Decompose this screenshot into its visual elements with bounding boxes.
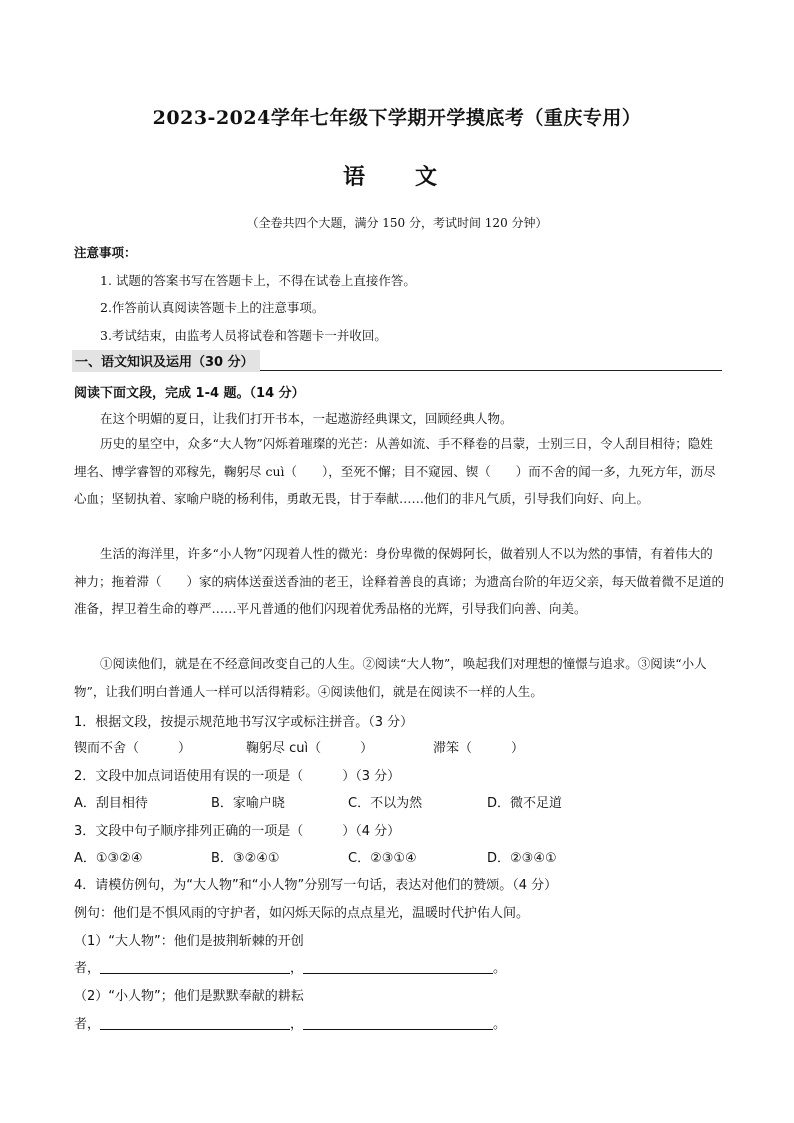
q4-part1-answer: 者， ， 。 [74, 961, 507, 976]
q4-part2-answer: 者， ， 。 [74, 1017, 507, 1032]
notice-item-2: 2.作答前认真阅读答题卡上的注意事项。 [100, 300, 325, 315]
question-1-items [74, 737, 524, 756]
passage-para-1: 在这个明媚的夏日，让我们打开书本，一起遨游经典课文，回顾经典人物。 [100, 411, 513, 426]
subject-title: 语 文 [342, 164, 451, 190]
question-2-stem: 2．文段中加点词语使用有误的一项是（ ）（3 分） [74, 769, 401, 784]
exam-info: （全卷共四个大题，满分 150 分，考试时间 120 分钟） [246, 216, 548, 230]
q3-option-a: A．①③②④ [74, 851, 143, 866]
exam-title: 2023-2024学年七年级下学期开学摸底考（重庆专用） [152, 107, 642, 129]
passage-para-2-text: 历史的星空中，众多“大人物”闪烁着璀璨的光芒：从善如流、手不释卷的吕蒙，士别三日，令人刮目相待；隐姓埋名、博学睿智的邓稼先，鞠躬尽 cuì（ ），至死不懈；目不窥园、锲（ ）而不舍的闻一多，九死方年，沥尽心血；坚韧执着、家喻户晓的杨利伟，勇敢无畏，甘于奉献……他们的非凡气质，引导我们向好、向上。 [74, 436, 716, 507]
q3-option-d: D．②③④① [487, 851, 557, 866]
passage-para-3 [74, 540, 724, 623]
passage-para-3-text: 生活的海洋里，许多“小人物”闪现着人性的微光：身份卑微的保姆阿长，做着别人不以为然的事情，有着伟大的神力；拖着滞（ ）家的病体送蚕送香油的老王，诠释着善良的真谛；为遗高台阶的年迈父亲，每天做着微不足道的准备，捍卫着生命的尊严……平凡普通的他们闪现着优秀品格的光辉，引导我们向善、向美。 [74, 546, 725, 617]
q4-part1-blank-1[interactable] [100, 960, 290, 974]
question-2-options [74, 792, 562, 811]
question-3-stem: 3．文段中句子顺序排列正确的一项是（ ）（4 分） [74, 824, 401, 839]
passage-para-4-text: ①阅读他们，就是在不经意间改变自己的人生。②阅读“大人物”，唤起我们对理想的憧憬与追求。③阅读“小人物”，让我们明白普通人一样可以活得精彩。④阅读他们，就是在阅读不一样的人生。 [74, 656, 707, 699]
q2-option-d: D．微不足道 [487, 796, 563, 811]
notice-item-3: 3.考试结束，由监考人员将试卷和答题卡一并收回。 [100, 328, 387, 343]
question-3-options [74, 847, 557, 866]
q4-part2-blank-2[interactable] [303, 1016, 493, 1030]
passage-para-4 [74, 650, 724, 705]
question-1-stem: 1．根据文段，按提示规范地书写汉字或标注拼音。（3 分） [74, 715, 414, 730]
passage-para-2 [74, 430, 724, 513]
q3-option-c: C．②③①④ [348, 851, 417, 866]
q1-item-1: 锲而不舍（ ） [74, 741, 192, 756]
q4-part1-blank-2[interactable] [303, 960, 493, 974]
q4-part2-blank-1[interactable] [100, 1016, 290, 1030]
q2-option-b: B．家喻户晓 [211, 796, 285, 811]
section-heading [72, 350, 722, 371]
q1-item-2: 鞠躬尽 cuì（ ） [246, 741, 374, 756]
q2-option-a: A．刮目相待 [74, 796, 148, 811]
question-4-example: 例句：他们是不惧风雨的守护者，如闪烁天际的点点星光，温暖时代护佑人间。 [74, 906, 530, 921]
q2-option-c: C．不以为然 [348, 796, 423, 811]
q4-part1-label: （1）“大人物”：他们是披荆斩棘的开创 [74, 934, 304, 949]
reading-intro: 阅读下面文段，完成 1-4 题。（14 分） [74, 386, 305, 401]
q1-item-3: 滞笨（ ） [433, 741, 525, 756]
q3-option-b: B．③②④① [211, 851, 280, 866]
question-4-stem: 4．请模仿例句，为“大人物”和“小人物”分别写一句话，表达对他们的赞颂。（4 分） [74, 878, 558, 893]
notice-item-1: 1. 试题的答案书写在答题卡上，不得在试卷上直接作答。 [100, 273, 416, 288]
section-title: 一、语文知识及运用（30 分） [72, 350, 260, 372]
q4-part2-label: （2）“小人物”；他们是默默奉献的耕耘 [74, 989, 304, 1004]
notice-heading: 注意事项： [74, 245, 137, 260]
